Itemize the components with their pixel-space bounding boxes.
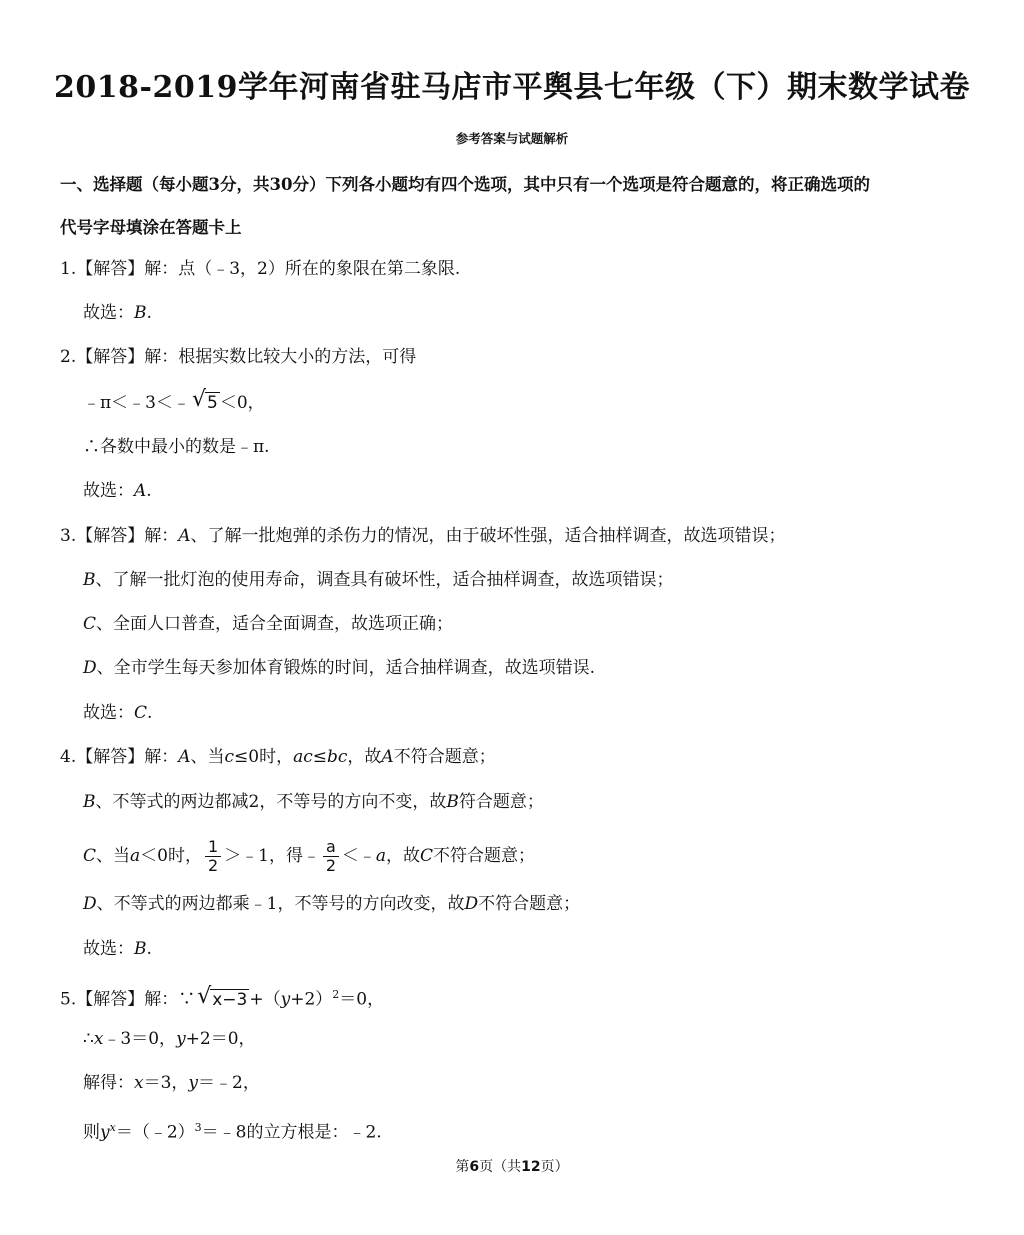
text: ﹣3＝0， — [103, 1029, 177, 1049]
le-sign: ≤ — [312, 747, 328, 767]
option-letter: C — [419, 846, 433, 866]
var-y: y — [100, 1122, 110, 1143]
answer-letter: B — [134, 939, 147, 959]
therefore: ∴ — [83, 1029, 94, 1049]
option-text: 、全市学生每天参加体育锻炼的时间，适合抽样调查，故选项错误. — [96, 658, 596, 678]
text: 则 — [83, 1122, 100, 1143]
option-letter: D — [83, 658, 97, 678]
q3-solution-a — [60, 525, 786, 547]
q1-answer — [83, 302, 152, 324]
answer-prefix: 故选： — [83, 481, 134, 501]
q4-answer — [83, 938, 152, 960]
var-y: y — [188, 1073, 199, 1093]
text: 解得： — [83, 1073, 134, 1093]
text: ＝0， — [339, 989, 385, 1010]
q2-answer — [83, 480, 152, 502]
text: ＝﹣2， — [198, 1073, 260, 1093]
q4-solution-d — [83, 893, 580, 915]
text: +2＝0， — [185, 1029, 256, 1049]
answer-end: . — [146, 303, 152, 323]
q4-prefix: 4.【解答】解： — [60, 747, 179, 767]
text: ＞﹣1，得﹣ — [224, 846, 320, 866]
fraction-a-half — [323, 838, 339, 875]
text: 第 — [455, 1159, 470, 1175]
answer-end: . — [146, 481, 152, 501]
option-letter: B — [446, 792, 459, 812]
option-letter: B — [83, 792, 96, 812]
option-letter: C — [83, 614, 97, 634]
radical-sign: √ — [192, 387, 207, 412]
text: ≤0时， — [234, 747, 294, 767]
answer-prefix: 故选： — [83, 939, 134, 959]
answer-end: . — [146, 939, 152, 959]
text: 页） — [540, 1159, 569, 1175]
text: 、当 — [96, 846, 131, 866]
text: 页（共 — [479, 1159, 522, 1175]
var-y: y — [176, 1029, 186, 1049]
q3-solution-c — [83, 613, 453, 635]
q2-solution: 2.【解答】解：根据实数比较大小的方法，可得 — [60, 347, 417, 367]
text: ＝（﹣2） — [115, 1122, 195, 1143]
sqrt-argument: x−3 — [212, 989, 248, 1010]
text: 符合题意； — [458, 792, 544, 812]
var-x: x — [134, 1073, 144, 1093]
answer-letter: C — [134, 703, 148, 723]
exponent: 2 — [332, 988, 340, 1001]
numerator: 1 — [205, 838, 221, 857]
option-text: 、了解一批炮弹的杀伤力的情况，由于破坏性强，适合抽样调查，故选项错误； — [190, 526, 786, 546]
exponent: x — [109, 1121, 116, 1134]
q3-solution-b — [83, 569, 674, 591]
total-pages: 12 — [521, 1159, 541, 1175]
text: ，故 — [347, 747, 382, 767]
var-bc: bc — [327, 747, 348, 767]
sqrt-argument: 5 — [207, 393, 218, 413]
ineq-left: ﹣π＜﹣3＜﹣ — [83, 393, 190, 413]
q3-prefix: 3.【解答】解： — [60, 526, 179, 546]
text: ＝﹣8的立方根是：﹣2. — [201, 1122, 382, 1143]
text: ，故 — [385, 846, 420, 866]
q4-solution-b — [83, 791, 544, 813]
option-text: 、全面人口普查，适合全面调查，故选项正确； — [96, 614, 454, 634]
q2-inequality — [83, 387, 265, 414]
q5-step-1 — [83, 1028, 256, 1050]
option-letter: B — [83, 570, 96, 590]
var-a: a — [130, 846, 141, 866]
sqrt-expression — [197, 983, 249, 1011]
answer-prefix: 故选： — [83, 703, 134, 723]
page-subtitle: 参考答案与试题解析 — [455, 131, 569, 146]
var-c: c — [224, 747, 235, 767]
option-letter: D — [464, 894, 479, 914]
option-text: 、了解一批灯泡的使用寿命，调查具有破坏性，适合抽样调查，故选项错误； — [95, 570, 674, 590]
numerator: a — [323, 838, 339, 857]
text: ＜0时， — [140, 846, 202, 866]
text: 、不等式的两边都减2，不等号的方向不变，故 — [95, 792, 447, 812]
radical-sign: √ — [197, 983, 212, 1009]
text: 、当 — [190, 747, 225, 767]
text: ＝3， — [143, 1073, 189, 1093]
q5-step-3 — [83, 1117, 382, 1144]
option-letter: A — [178, 747, 191, 767]
q1-solution: 1.【解答】解：点（﹣3，2）所在的象限在第二象限. — [60, 259, 461, 279]
q5-solution — [60, 984, 384, 1011]
denominator: 2 — [325, 856, 336, 875]
answer-letter: B — [134, 303, 147, 323]
q3-answer — [83, 702, 152, 724]
fraction-one-half — [205, 838, 221, 875]
text: ＜﹣ — [341, 846, 376, 866]
sqrt-expression — [192, 387, 220, 414]
var-a: a — [375, 846, 386, 866]
q5-prefix: 5.【解答】解：∵ — [60, 989, 196, 1010]
q4-solution-c — [83, 838, 535, 875]
text: 不符合题意； — [393, 747, 496, 767]
answer-end: . — [147, 703, 153, 723]
text: 不符合题意； — [478, 894, 581, 914]
section-heading-line1: 一、选择题（每小题3分，共30分）下列各小题均有四个选项，其中只有一个选项是符合题意的，将正确选项的 — [60, 175, 870, 194]
text: 不符合题意； — [432, 846, 535, 866]
option-letter: A — [178, 526, 191, 546]
page-title: 2018-2019学年河南省驻马店市平舆县七年级（下）期末数学试卷 — [54, 70, 970, 105]
q5-step-2 — [83, 1072, 260, 1094]
var-ac: ac — [293, 747, 313, 767]
option-letter: C — [83, 846, 97, 866]
exponent: 3 — [194, 1121, 202, 1134]
page-number: 6 — [469, 1159, 480, 1175]
section-heading-line2: 代号字母填涂在答题卡上 — [60, 218, 242, 237]
answer-prefix: 故选： — [83, 303, 134, 323]
q4-solution-a — [60, 746, 496, 768]
ineq-right: ＜0， — [219, 393, 265, 413]
q3-solution-d — [83, 657, 595, 679]
option-letter: A — [381, 747, 394, 767]
denominator: 2 — [207, 856, 219, 875]
text: 、不等式的两边都乘﹣1，不等号的方向改变，故 — [96, 894, 465, 914]
page-footer — [0, 1156, 1024, 1176]
text: +（ — [249, 989, 281, 1010]
var-y: y — [280, 989, 291, 1010]
q2-conclusion: ∴各数中最小的数是﹣π. — [83, 437, 270, 457]
answer-letter: A — [134, 481, 147, 501]
text: +2） — [290, 989, 333, 1010]
var-x: x — [93, 1029, 104, 1049]
option-letter: D — [83, 894, 97, 914]
